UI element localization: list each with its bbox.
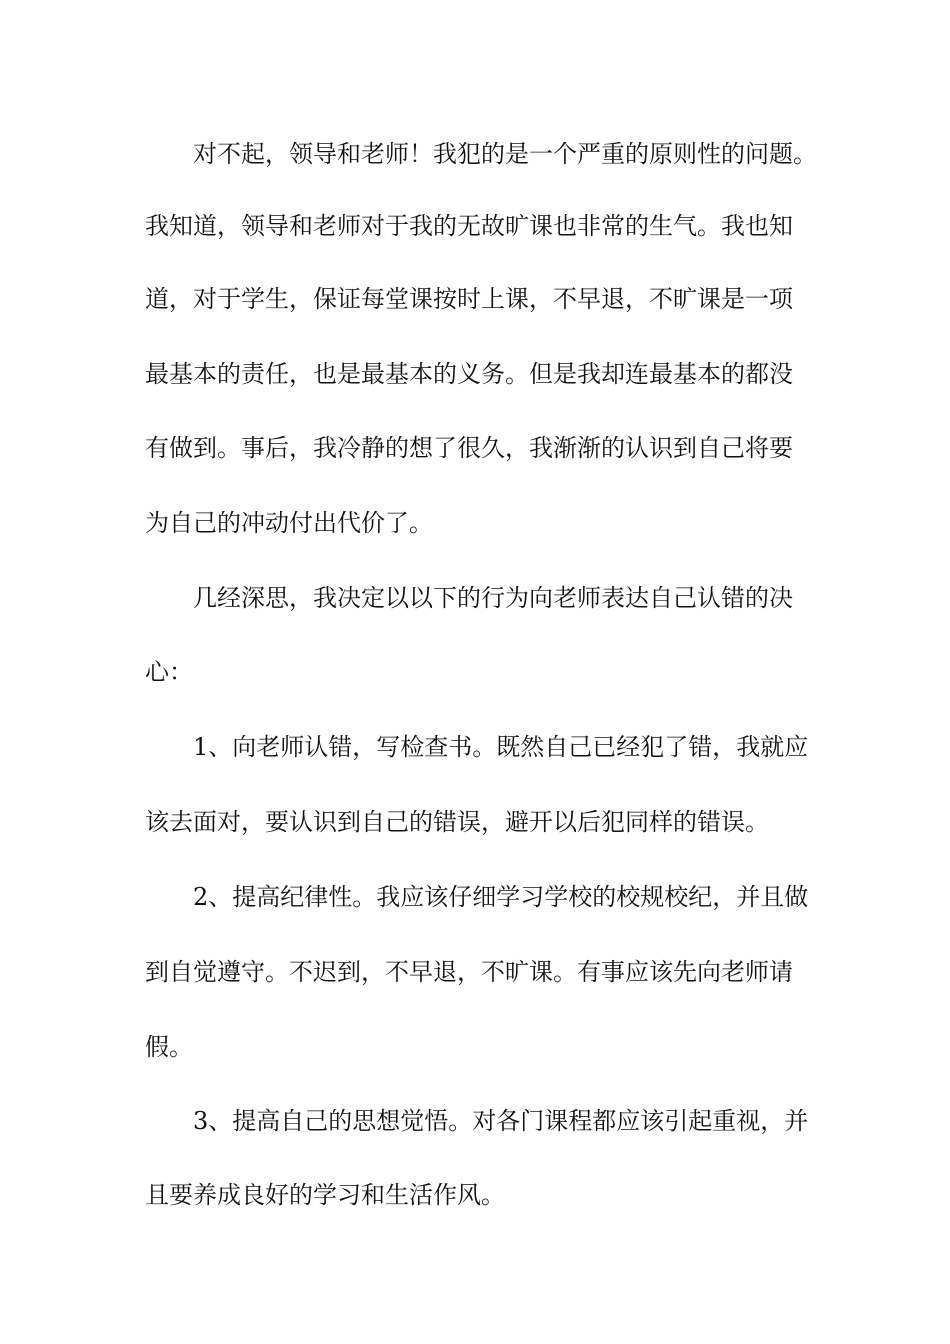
paragraph-1-line-3: 道，对于学生，保证每堂课按时上课，不早退，不旷课是一项 [145, 285, 793, 313]
paragraph-1-line-4: 最基本的责任，也是最基本的义务。但是我却连最基本的都没 [145, 360, 793, 388]
item-3-line-2: 且要养成良好的学习和生活作风。 [145, 1181, 505, 1209]
paragraph-2-line-1: 几经深思，我决定以以下的行为向老师表达自己认错的决 [193, 584, 793, 612]
item-2-line-2: 到自觉遵守。不迟到，不早退，不旷课。有事应该先向老师请 [145, 958, 793, 986]
paragraph-2-line-2: 心： [145, 658, 193, 686]
item-2-line-1: 2、提高纪律性。我应该仔细学习学校的校规校纪，并且做 [193, 883, 809, 911]
item-1-line-1: 1、向老师认错，写检查书。既然自己已经犯了错，我就应 [193, 733, 809, 761]
paragraph-1-line-1: 对不起，领导和老师！我犯的是一个严重的原则性的问题。 [193, 140, 817, 168]
item-2-line-3: 假。 [145, 1033, 193, 1061]
item-3-line-1: 3、提高自己的思想觉悟。对各门课程都应该引起重视，并 [193, 1107, 809, 1135]
paragraph-1-line-5: 有做到。事后，我冷静的想了很久，我渐渐的认识到自己将要 [145, 434, 793, 462]
item-1-line-2: 该去面对，要认识到自己的错误，避开以后犯同样的错误。 [145, 808, 769, 836]
paragraph-1-line-2: 我知道，领导和老师对于我的无故旷课也非常的生气。我也知 [145, 212, 793, 240]
paragraph-1-line-6: 为自己的冲动付出代价了。 [145, 509, 433, 537]
